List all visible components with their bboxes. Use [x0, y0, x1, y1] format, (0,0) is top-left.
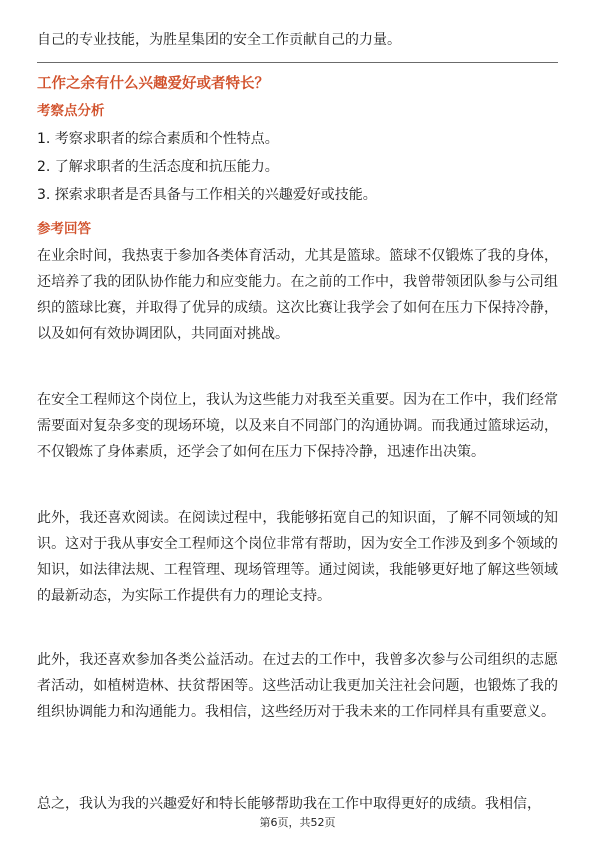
analysis-point: 1. 考察求职者的综合素质和个性特点。	[37, 131, 279, 147]
analysis-heading: 考察点分析	[37, 103, 105, 119]
intro-text: 自己的专业技能，为胜星集团的安全工作贡献自己的力量。	[37, 32, 401, 48]
page-footer: 第6页，共52页	[259, 816, 336, 829]
analysis-points	[37, 125, 377, 209]
answer-paragraph: 在安全工程师这个岗位上，我认为这些能力对我至关重要。因为在工作中，我们经常需要面对复杂多变的现场环境，以及来自不同部门的沟通协调。而我通过篮球运动，不仅锻炼了身体素质，还学会了如何在压力下保持冷静，迅速作出决策。	[37, 392, 558, 460]
answer-paragraph: 此外，我还喜欢阅读。在阅读过程中，我能够拓宽自己的知识面，了解不同领域的知识。这对于我从事安全工程师这个岗位非常有帮助，因为安全工作涉及到多个领域的知识，如法律法规、工程管理、现场管理等。通过阅读，我能够更好地了解这些领域的最新动态，为实际工作提供有力的理论支持。	[37, 510, 558, 604]
reference-heading: 参考回答	[37, 221, 91, 237]
analysis-point: 2. 了解求职者的生活态度和抗压能力。	[37, 159, 279, 175]
divider	[37, 62, 558, 63]
answer-paragraph: 此外，我还喜欢参加各类公益活动。在过去的工作中，我曾多次参与公司组织的志愿者活动，如植树造林、扶贫帮困等。这些活动让我更加关注社会问题，也锻炼了我的组织协调能力和沟通能力。我相信，这些经历对于我未来的工作同样具有重要意义。	[37, 652, 558, 720]
answer-paragraph: 总之，我认为我的兴趣爱好和特长能够帮助我在工作中取得更好的成绩。我相信，	[37, 796, 541, 812]
analysis-point: 3. 探索求职者是否具备与工作相关的兴趣爱好或技能。	[37, 187, 377, 203]
question-heading: 工作之余有什么兴趣爱好或者特长？	[37, 76, 269, 92]
answer-paragraph: 在业余时间，我热衷于参加各类体育活动，尤其是篮球。篮球不仅锻炼了我的身体，还培养了我的团队协作能力和应变能力。在之前的工作中，我曾带领团队参与公司组织的篮球比赛，并取得了优异的成绩。这次比赛让我学会了如何在压力下保持冷静，以及如何有效协调团队，共同面对挑战。	[37, 248, 558, 342]
